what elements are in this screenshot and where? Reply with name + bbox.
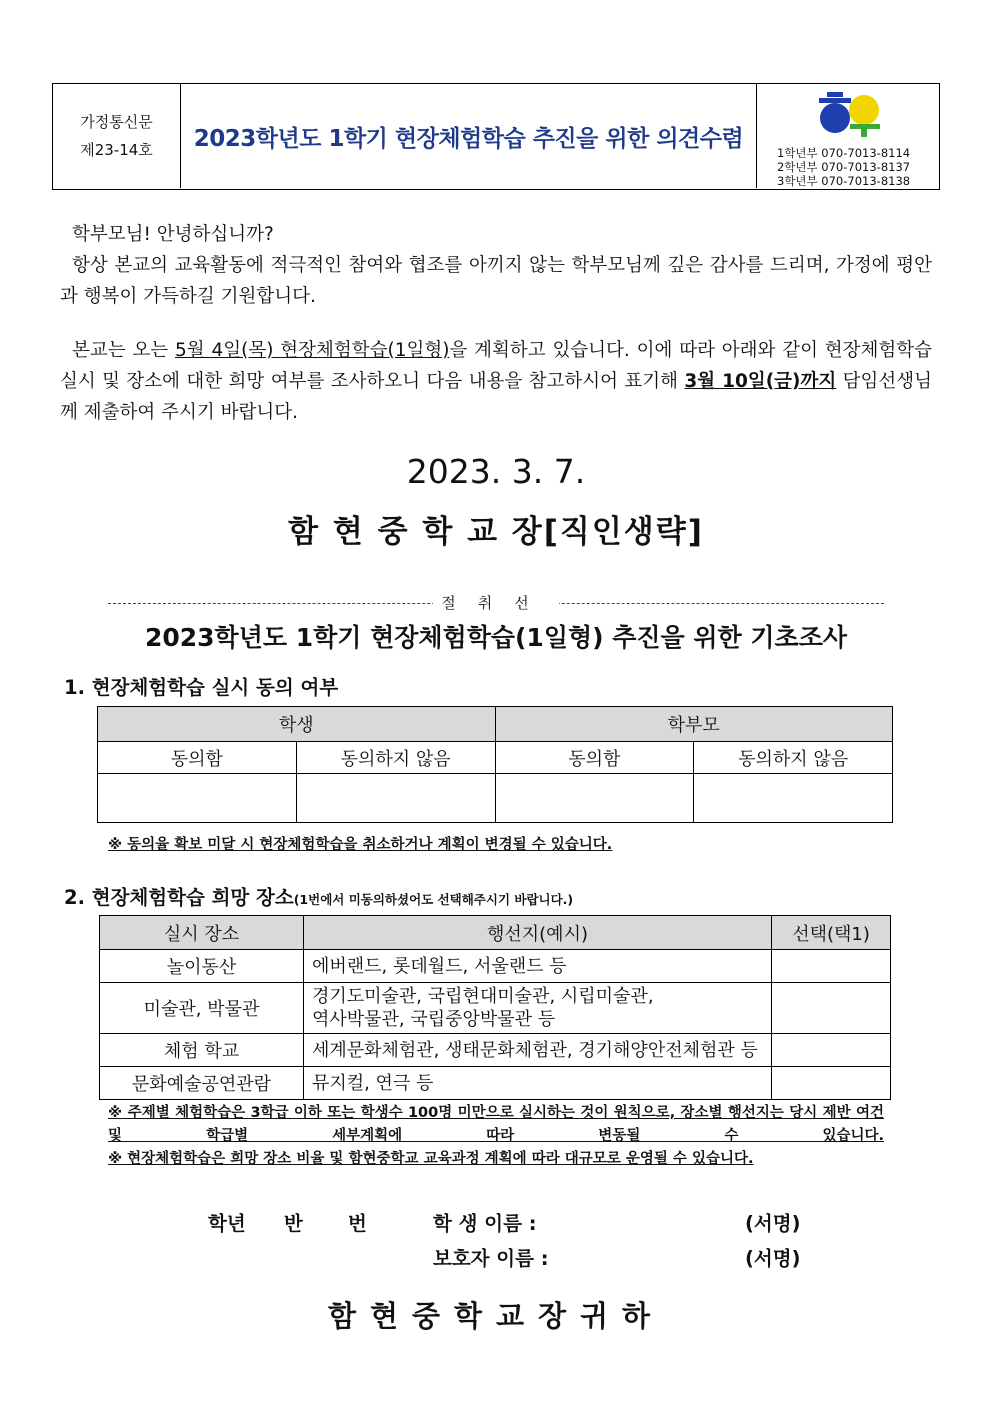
group-student: 학생	[98, 707, 496, 742]
addressee: 함현중학교장귀하	[327, 1299, 665, 1333]
contact-grade2: 2학년부 070-7013-8137	[777, 160, 911, 174]
select-cell-museum[interactable]	[772, 983, 891, 1034]
destination-cell: 세계문화체험관, 생태문화체험관, 경기해양안전체험관 등	[303, 1034, 771, 1067]
school-info-cell	[757, 84, 939, 188]
section2-note2: ※ 현장체험학습은 희망 장소 비율 및 함현중학교 교육과정 계획에 따라 대규모로 운영될 수 있습니다.	[108, 1151, 754, 1167]
class-label: 반	[284, 1212, 303, 1235]
destination-line: 경기도미술관, 국립현대미술관, 시립미술관,	[311, 986, 654, 1007]
table-row	[100, 983, 891, 1034]
paragraph-1: 항상 본교의 교육활동에 적극적인 참여와 협조를 아끼지 않는 학부모님께 깊은 감사를 드리며, 가정에 평안과 행복이 가득하길 기원합니다.	[60, 255, 932, 307]
col-select: 선택(택1)	[772, 916, 891, 950]
header-title: 2023학년도 1학기 현장체험학습 추진을 위한 의견수렴	[181, 84, 757, 188]
para2-post: 담임선생님께 제출하여 주시기 바랍니다.	[60, 371, 932, 423]
greeting: 학부모님! 안녕하십니까?	[72, 224, 274, 245]
parent-disagree-cell[interactable]	[694, 774, 893, 823]
contact-grade1: 1학년부 070-7013-8114	[777, 146, 911, 160]
deadline: 3월 10일(금)까지	[684, 371, 837, 392]
number-label: 번	[348, 1212, 367, 1235]
doc-type: 가정통신문	[80, 113, 153, 131]
event-date: 5월 4일(목) 현장체험학습(1일형)	[175, 340, 450, 361]
select-cell-experience[interactable]	[772, 1034, 891, 1067]
doc-number: 제23-14호	[80, 141, 153, 159]
guardian-sign-label: (서명)	[745, 1247, 801, 1270]
contact-list	[777, 146, 910, 188]
cut-line-label-wrap	[108, 592, 884, 613]
student-sign-label: (서명)	[745, 1212, 801, 1235]
section2-note1: ※ 주제별 체험학습은 3학급 이하 또는 학생수 100명 미만으로 실시하는 것이 원칙으로, 장소별 행선지는 당시 제반 여건 및 학급별 세부계획에 따라 변동될 수 있습니다.	[108, 1105, 884, 1144]
parent-agree-label: 동의함	[495, 742, 694, 774]
table-row	[100, 1067, 891, 1100]
parent-disagree-label: 동의하지 않음	[694, 742, 893, 774]
consent-table	[97, 706, 893, 823]
parent-agree-cell[interactable]	[495, 774, 694, 823]
section2-heading	[64, 882, 573, 910]
student-name-label: 학 생 이름 :	[433, 1212, 537, 1235]
destination-cell: 뮤지컬, 연극 등	[303, 1067, 771, 1100]
group-parent: 학부모	[495, 707, 893, 742]
guardian-name-label: 보호자 이름 :	[433, 1247, 549, 1270]
select-cell-performance[interactable]	[772, 1067, 891, 1100]
para2-pre: 본교는 오는	[72, 340, 176, 361]
school-logo-icon	[817, 90, 883, 138]
principal-signature: 함 현 중 학 교 장[직인생략]	[288, 514, 704, 550]
destination-table	[99, 915, 891, 1100]
table-row	[100, 950, 891, 983]
section2-heading-note: (1번에서 미동의하셨어도 선택해주시기 바랍니다.)	[293, 892, 574, 907]
place-cell: 체험 학교	[100, 1034, 304, 1067]
col-destination: 행선지(예시)	[303, 916, 771, 950]
paragraph-2	[60, 335, 932, 428]
table-row	[100, 1034, 891, 1067]
doc-info-cell	[53, 84, 181, 188]
student-disagree-label: 동의하지 않음	[296, 742, 495, 774]
student-agree-cell[interactable]	[98, 774, 297, 823]
select-cell-amusement[interactable]	[772, 950, 891, 983]
para2-mid: 을 계획하고 있습니다. 이에 따라 아래와 같이 현장체험학습 실시 및 장소에 대한 희망 여부를 조사하오니 다음 내용을 참고하시어 표기해	[60, 340, 933, 392]
student-disagree-cell[interactable]	[296, 774, 495, 823]
letter-header	[52, 83, 940, 190]
place-cell: 미술관, 박물관	[100, 983, 304, 1034]
letter-date: 2023. 3. 7.	[406, 452, 586, 491]
destination-cell: 에버랜드, 롯데월드, 서울랜드 등	[303, 950, 771, 983]
destination-line: 역사박물관, 국립중앙박물관 등	[311, 1009, 556, 1030]
cut-line-label: 절취선	[433, 594, 558, 612]
grade-label: 학년	[208, 1212, 246, 1235]
section1-heading: 1. 현장체험학습 실시 동의 여부	[64, 676, 339, 699]
col-place: 실시 장소	[100, 916, 304, 950]
place-cell: 문화예술공연관람	[100, 1067, 304, 1100]
survey-title: 2023학년도 1학기 현장체험학습(1일형) 추진을 위한 기초조사	[144, 623, 848, 652]
contact-grade3: 3학년부 070-7013-8138	[777, 174, 911, 188]
place-cell: 놀이동산	[100, 950, 304, 983]
cut-line	[108, 592, 884, 616]
destination-cell	[303, 983, 771, 1034]
section1-note: ※ 동의율 확보 미달 시 현장체험학습을 취소하거나 계획이 변경될 수 있습니다.	[108, 837, 613, 853]
student-agree-label: 동의함	[98, 742, 297, 774]
section2-heading-text: 2. 현장체험학습 희망 장소	[64, 886, 294, 909]
